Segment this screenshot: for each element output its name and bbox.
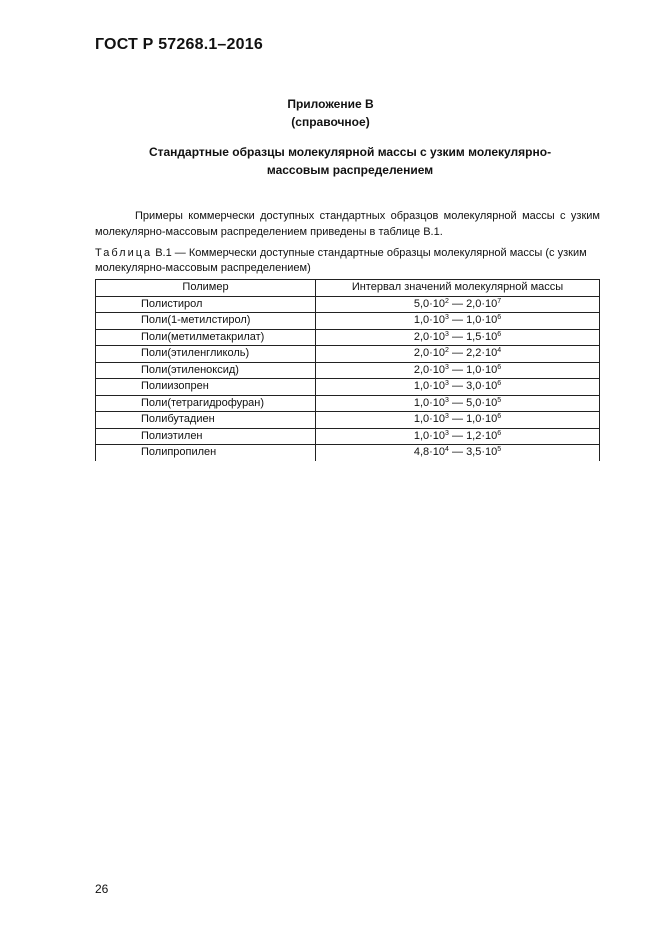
- polymer-name: Поли(метилметакрилат): [96, 329, 316, 346]
- annex-title: Приложение В: [287, 97, 374, 111]
- range-max-exponent: 6: [497, 380, 502, 388]
- range-min-mantissa: 2,0: [413, 363, 430, 376]
- range-min-mantissa: 1,0: [413, 380, 430, 393]
- mass-range: $1,0\cdot 10^3$ — $1,0\cdot 10^6$: [316, 313, 600, 330]
- range-min-mantissa: 4,8: [413, 446, 430, 459]
- range-min-exponent: 3: [445, 380, 449, 388]
- polymer-name: Полистирол: [96, 296, 316, 313]
- range-max-mantissa: 3,5: [466, 446, 482, 459]
- polymer-name: Полибутадиен: [96, 412, 316, 429]
- range-min-exponent: 3: [445, 363, 449, 371]
- range-min-exponent: 4: [445, 446, 449, 454]
- mass-range: $2,0\cdot 10^3$ — $1,0\cdot 10^6$: [316, 362, 600, 379]
- polymer-name: Полиэтилен: [96, 428, 316, 445]
- polymer-name: Поли(тетрагидрофуран): [96, 395, 316, 412]
- mass-range: $1,0\cdot 10^3$ — $1,2\cdot 10^6$: [316, 428, 600, 445]
- table-row: [96, 329, 600, 346]
- table-header-row: [96, 280, 600, 297]
- table-row: [96, 445, 600, 461]
- annex-status: (справочное): [291, 115, 370, 129]
- annex-heading-line-1: Стандартные образцы молекулярной массы с узким молекулярно-: [148, 145, 552, 159]
- range-max-exponent: 6: [497, 314, 502, 322]
- column-header-mass-range: Интервал значений молекулярной массы: [316, 280, 600, 297]
- range-min-exponent: 3: [445, 396, 449, 404]
- range-min-mantissa: 1,0: [413, 396, 430, 409]
- range-max-exponent: 4: [497, 347, 502, 355]
- table-row: [96, 313, 600, 330]
- range-min-exponent: 2: [445, 297, 449, 305]
- polymer-name: Поли(этиленгликоль): [96, 346, 316, 363]
- range-max-mantissa: 2,2: [466, 347, 482, 360]
- range-min-exponent: 3: [445, 330, 449, 338]
- range-min-exponent: 3: [445, 314, 449, 322]
- column-header-polymer: Полимер: [96, 280, 316, 297]
- range-min-mantissa: 2,0: [413, 330, 430, 343]
- range-max-exponent: 5: [497, 446, 502, 454]
- range-min-mantissa: 1,0: [413, 314, 430, 327]
- range-max-exponent: 6: [497, 429, 502, 437]
- annex-heading-line-2: массовым распределением: [266, 163, 434, 177]
- mass-range: $4,8\cdot 10^4$ — $3,5\cdot 10^5$: [316, 445, 600, 461]
- page-number: 26: [95, 882, 109, 896]
- mass-range: $2,0\cdot 10^3$ — $1,5\cdot 10^6$: [316, 329, 600, 346]
- table-row: [96, 412, 600, 429]
- table-caption: [95, 246, 600, 276]
- intro-paragraph-text: Примеры коммерчески доступных стандартных образцов молекулярной массы с узким молекулярно-массовым распределением приведены в таблице В.1.: [95, 210, 600, 238]
- polymer-name: Полиизопрен: [96, 379, 316, 396]
- annex-header: [0, 95, 661, 131]
- range-min-mantissa: 5,0: [413, 297, 430, 310]
- range-max-exponent: 5: [497, 396, 502, 404]
- range-min-mantissa: 2,0: [413, 347, 430, 360]
- range-max-exponent: 6: [497, 363, 502, 371]
- range-min-exponent: 2: [445, 347, 449, 355]
- mass-range: $1,0\cdot 10^3$ — $1,0\cdot 10^6$: [316, 412, 600, 429]
- reference-materials-table: [95, 279, 600, 461]
- range-max-exponent: 7: [497, 297, 502, 305]
- mass-range: $2,0\cdot 10^2$ — $2,2\cdot 10^4$: [316, 346, 600, 363]
- range-min-mantissa: 1,0: [413, 413, 430, 426]
- table-row: [96, 296, 600, 313]
- table-row: [96, 395, 600, 412]
- mass-range: $1,0\cdot 10^3$ — $5,0\cdot 10^5$: [316, 395, 600, 412]
- standard-number: ГОСТ Р 57268.1–2016: [95, 36, 263, 53]
- table-row: [96, 379, 600, 396]
- mass-range: $5,0\cdot 10^2$ — $2,0\cdot 10^7$: [316, 296, 600, 313]
- annex-heading: [100, 143, 600, 179]
- table-row: [96, 362, 600, 379]
- range-max-mantissa: 3,0: [466, 380, 482, 393]
- range-max-mantissa: 1,0: [466, 363, 482, 376]
- range-max-mantissa: 1,0: [466, 314, 482, 327]
- table-row: [96, 346, 600, 363]
- range-max-mantissa: 5,0: [466, 396, 482, 409]
- table-row: [96, 428, 600, 445]
- range-min-mantissa: 1,0: [413, 429, 430, 442]
- range-max-exponent: 6: [497, 413, 502, 421]
- range-max-mantissa: 1,5: [466, 330, 482, 343]
- polymer-name: Поли(этиленоксид): [96, 362, 316, 379]
- range-min-exponent: 3: [445, 413, 449, 421]
- polymer-name: Поли(1-метилстирол): [96, 313, 316, 330]
- range-min-exponent: 3: [445, 429, 449, 437]
- range-max-mantissa: 1,2: [466, 429, 482, 442]
- mass-range: $1,0\cdot 10^3$ — $3,0\cdot 10^6$: [316, 379, 600, 396]
- table-caption-label: Таблица: [95, 247, 153, 259]
- table-caption-text: В.1 — Коммерчески доступные стандартные образцы молекулярной массы (с узким молекулярно-массовым распределением): [95, 247, 587, 274]
- range-max-exponent: 6: [497, 330, 502, 338]
- intro-paragraph: [95, 208, 600, 240]
- range-max-mantissa: 1,0: [466, 413, 482, 426]
- polymer-name: Полипропилен: [96, 445, 316, 461]
- range-max-mantissa: 2,0: [466, 297, 482, 310]
